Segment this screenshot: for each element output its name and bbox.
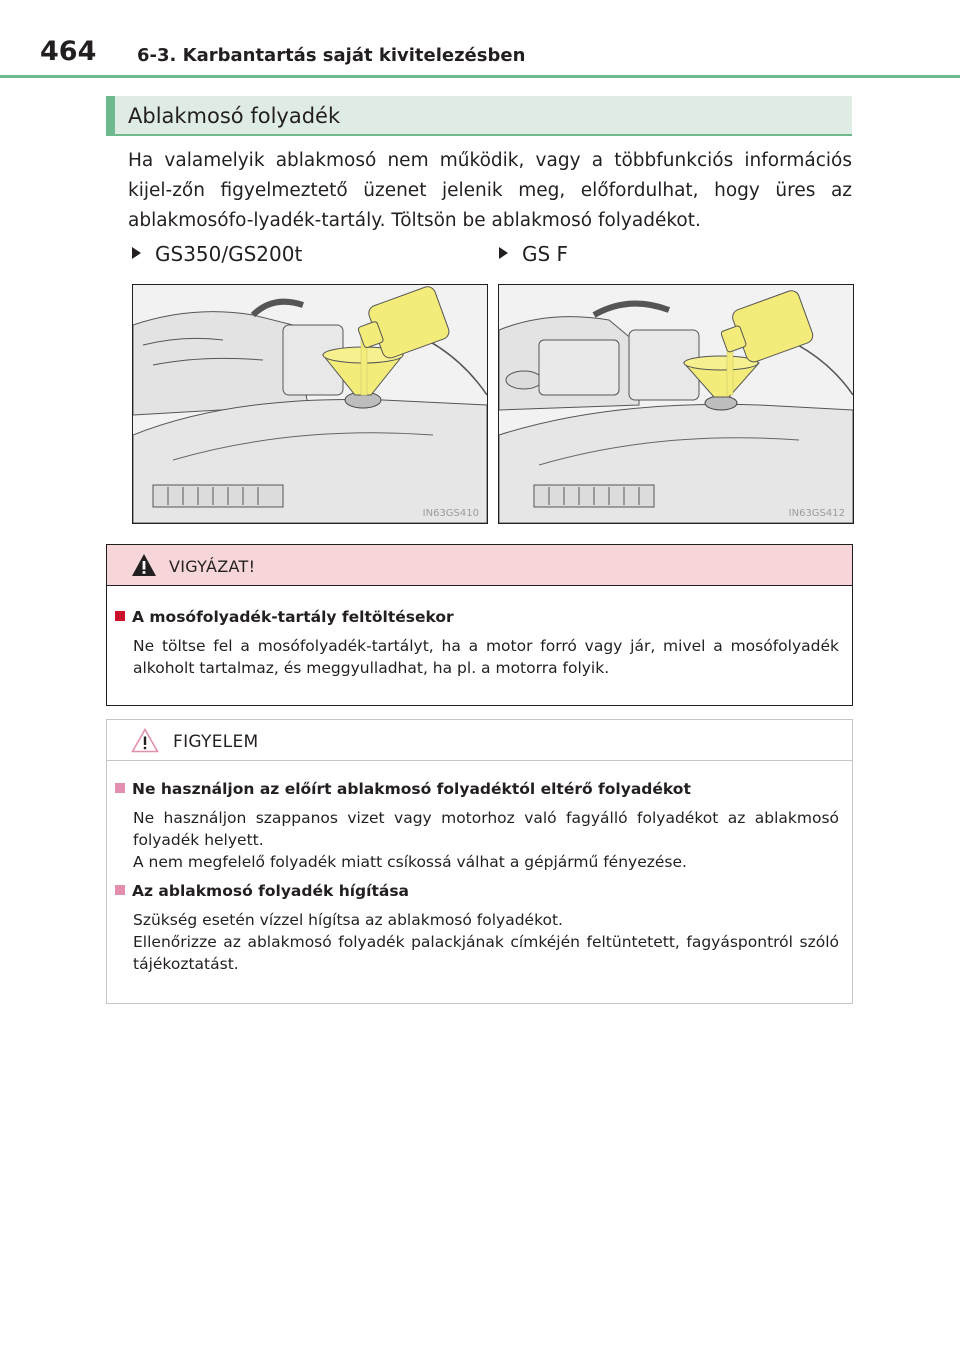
notice-item-line: Szükség esetén vízzel hígítsa az ablakmosó folyadékot. [133,911,563,929]
figure-code: IN63GS410 [422,508,479,519]
notice-item-text [133,909,839,975]
page-number: 464 [40,36,97,67]
engine-bay-illustration [133,285,487,523]
caution-item-paragraph: Ne töltse fel a mosófolyadék-tartályt, ha a motor forró vagy jár, mivel a mosófolyadék alkoholt tartalmaz, és meggyulladhat, ha pl. a motorra folyik. [133,637,839,677]
notice-header [107,720,852,761]
header-rule [0,75,960,78]
notice-item-title [115,780,691,798]
caution-label: VIGYÁZAT! [169,557,256,576]
caution-item-title [115,608,454,626]
caution-header [107,545,852,586]
figure-code: IN63GS412 [788,508,845,519]
notice-item-line: A nem megfelelő folyadék miatt csíkossá válhat a gépjármű fényezése. [133,853,687,871]
triangle-bullet-icon [499,247,508,259]
notice-item-title-text: Az ablakmosó folyadék hígítása [132,882,410,900]
figure-gsf-washer-fill [498,284,854,524]
notice-item-title [115,882,409,900]
caution-box [106,544,853,706]
model-name: GS F [522,242,569,266]
notice-item-text [133,807,839,873]
model-name: GS350/GS200t [155,242,303,266]
caution-item-text [133,635,839,679]
section-title: Ablakmosó folyadék [128,104,341,128]
model-label-gsf [499,242,568,266]
red-square-bullet-icon [115,611,125,621]
engine-bay-illustration [499,285,853,523]
chapter-title: 6-3. Karbantartás saját kivitelezésben [137,45,526,66]
section-heading-bar [106,96,115,136]
warning-triangle-icon [131,553,157,581]
notice-item-line: Ellenőrizze az ablakmosó folyadék palackjának címkéjén feltüntetett, fagyáspontról szóló tájékoztatást. [133,933,839,973]
notice-box [106,719,853,1004]
model-label-gs350 [132,242,302,266]
intro-paragraph: Ha valamelyik ablakmosó nem működik, vagy a többfunkciós információs kijel-zőn figyelmeztető üzenet jelenik meg, előfordulhat, hogy üres az ablakmosófo-lyadék-tartály. Töltsön be ablakmosó folyadékot. [128,150,852,231]
caution-item-title-text: A mosófolyadék-tartály feltöltésekor [132,608,454,626]
notice-item-line: Ne használjon szappanos vizet vagy motorhoz való fagyálló folyadékot az ablakmosó folyadék helyett. [133,809,839,849]
warning-triangle-outline-icon [131,728,159,757]
triangle-bullet-icon [132,247,141,259]
notice-label: FIGYELEM [173,732,259,752]
pink-square-bullet-icon [115,885,125,895]
figure-gs350-washer-fill [132,284,488,524]
page-header [0,0,960,80]
pink-square-bullet-icon [115,783,125,793]
notice-item-title-text: Ne használjon az előírt ablakmosó folyadéktól eltérő folyadékot [132,780,691,798]
section-heading [106,96,852,136]
